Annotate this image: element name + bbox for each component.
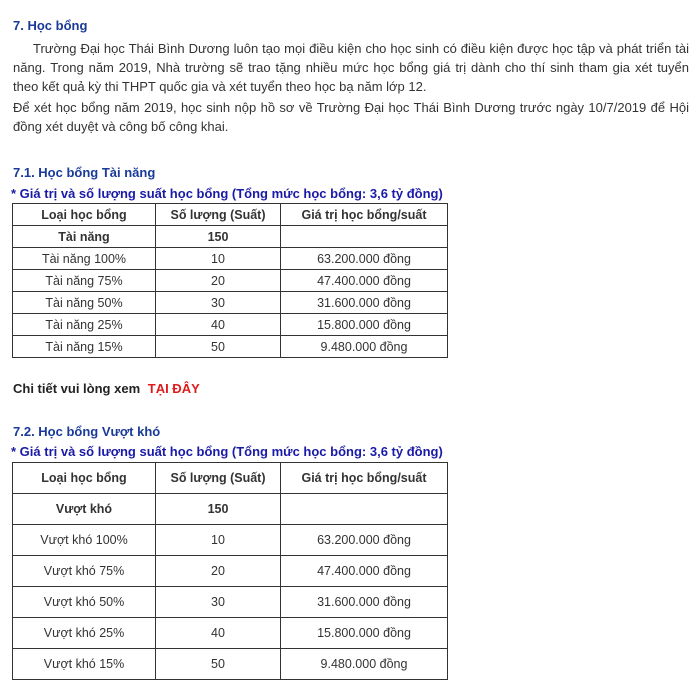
table-row xyxy=(13,556,448,587)
cell-type: Tài năng xyxy=(13,226,156,248)
cell-quantity: 40 xyxy=(156,314,281,336)
column-header-type: Loại học bổng xyxy=(13,463,156,494)
detail-link[interactable]: TẠI ĐÂY xyxy=(147,381,200,396)
cell-quantity: 150 xyxy=(156,494,281,525)
cell-value: 15.800.000 đồng xyxy=(281,618,448,649)
section-7-2-title: 7.2. Học bổng Vượt khó xyxy=(13,424,161,439)
cell-quantity: 50 xyxy=(156,336,281,358)
detail-line xyxy=(13,381,200,396)
table-row xyxy=(13,336,448,358)
column-header-quantity: Số lượng (Suất) xyxy=(156,463,281,494)
section-7-paragraph-2: Để xét học bổng năm 2019, học sinh nộp hồ sơ về Trường Đại học Thái Bình Dương trước ngày 10/7/2019 để Hội đồng xét duyệt và công bố công khai. xyxy=(13,100,689,134)
table-row xyxy=(13,226,448,248)
cell-value: 47.400.000 đồng xyxy=(281,270,448,292)
table-row xyxy=(13,292,448,314)
cell-type: Tài năng 75% xyxy=(13,270,156,292)
cell-type: Tài năng 100% xyxy=(13,248,156,270)
table-row xyxy=(13,494,448,525)
table-header-row xyxy=(13,463,448,494)
cell-type: Vượt khó 100% xyxy=(13,525,156,556)
table-row xyxy=(13,248,448,270)
column-header-value: Giá trị học bổng/suất xyxy=(281,204,448,226)
cell-type: Vượt khó 75% xyxy=(13,556,156,587)
cell-type: Vượt khó 50% xyxy=(13,587,156,618)
cell-value: 31.600.000 đồng xyxy=(281,587,448,618)
cell-value xyxy=(281,226,448,248)
cell-quantity: 10 xyxy=(156,525,281,556)
cell-quantity: 20 xyxy=(156,556,281,587)
section-7-paragraph-1-text: Trường Đại học Thái Bình Dương luôn tạo mọi điều kiện cho học sinh có điều kiện được học tập và phát triển tài năng. Trong năm 2019, Nhà trường sẽ trao tặng nhiều mức học bổng giá trị dành cho thí sinh tham gia xét tuyển theo kết quả kỳ thi THPT quốc gia và xét tuyển theo học bạ năm lớp 12. xyxy=(13,41,689,94)
cell-type: Tài năng 25% xyxy=(13,314,156,336)
talent-scholarship-table xyxy=(12,203,448,358)
cell-quantity: 40 xyxy=(156,618,281,649)
cell-value: 9.480.000 đồng xyxy=(281,649,448,680)
column-header-quantity: Số lượng (Suất) xyxy=(156,204,281,226)
table-row xyxy=(13,618,448,649)
cell-value: 63.200.000 đồng xyxy=(281,525,448,556)
detail-text: Chi tiết vui lòng xem xyxy=(13,381,141,396)
column-header-value: Giá trị học bổng/suất xyxy=(281,463,448,494)
cell-value: 9.480.000 đồng xyxy=(281,336,448,358)
cell-quantity: 30 xyxy=(156,587,281,618)
table-row xyxy=(13,649,448,680)
table-row xyxy=(13,587,448,618)
column-header-type: Loại học bổng xyxy=(13,204,156,226)
cell-quantity: 30 xyxy=(156,292,281,314)
cell-type: Tài năng 15% xyxy=(13,336,156,358)
section-7-paragraph-1 xyxy=(13,39,689,96)
table-header-row xyxy=(13,204,448,226)
cell-type: Vượt khó 25% xyxy=(13,618,156,649)
table-row xyxy=(13,270,448,292)
cell-value xyxy=(281,494,448,525)
cell-value: 47.400.000 đồng xyxy=(281,556,448,587)
cell-quantity: 150 xyxy=(156,226,281,248)
table-row xyxy=(13,314,448,336)
section-7-1-title: 7.1. Học bổng Tài năng xyxy=(13,165,156,180)
cell-type: Vượt khó 15% xyxy=(13,649,156,680)
cell-type: Vượt khó xyxy=(13,494,156,525)
cell-quantity: 50 xyxy=(156,649,281,680)
section-7-title: 7. Học bổng xyxy=(13,18,88,33)
section-7-1-note: * Giá trị và số lượng suất học bổng (Tổng mức học bổng: 3,6 tỷ đồng) xyxy=(11,186,443,201)
section-7-2-note: * Giá trị và số lượng suất học bổng (Tổng mức học bổng: 3,6 tỷ đồng) xyxy=(11,444,443,459)
cell-value: 31.600.000 đồng xyxy=(281,292,448,314)
cell-quantity: 20 xyxy=(156,270,281,292)
cell-value: 15.800.000 đồng xyxy=(281,314,448,336)
table-row xyxy=(13,525,448,556)
hardship-scholarship-table xyxy=(12,462,448,680)
cell-type: Tài năng 50% xyxy=(13,292,156,314)
cell-quantity: 10 xyxy=(156,248,281,270)
cell-value: 63.200.000 đồng xyxy=(281,248,448,270)
